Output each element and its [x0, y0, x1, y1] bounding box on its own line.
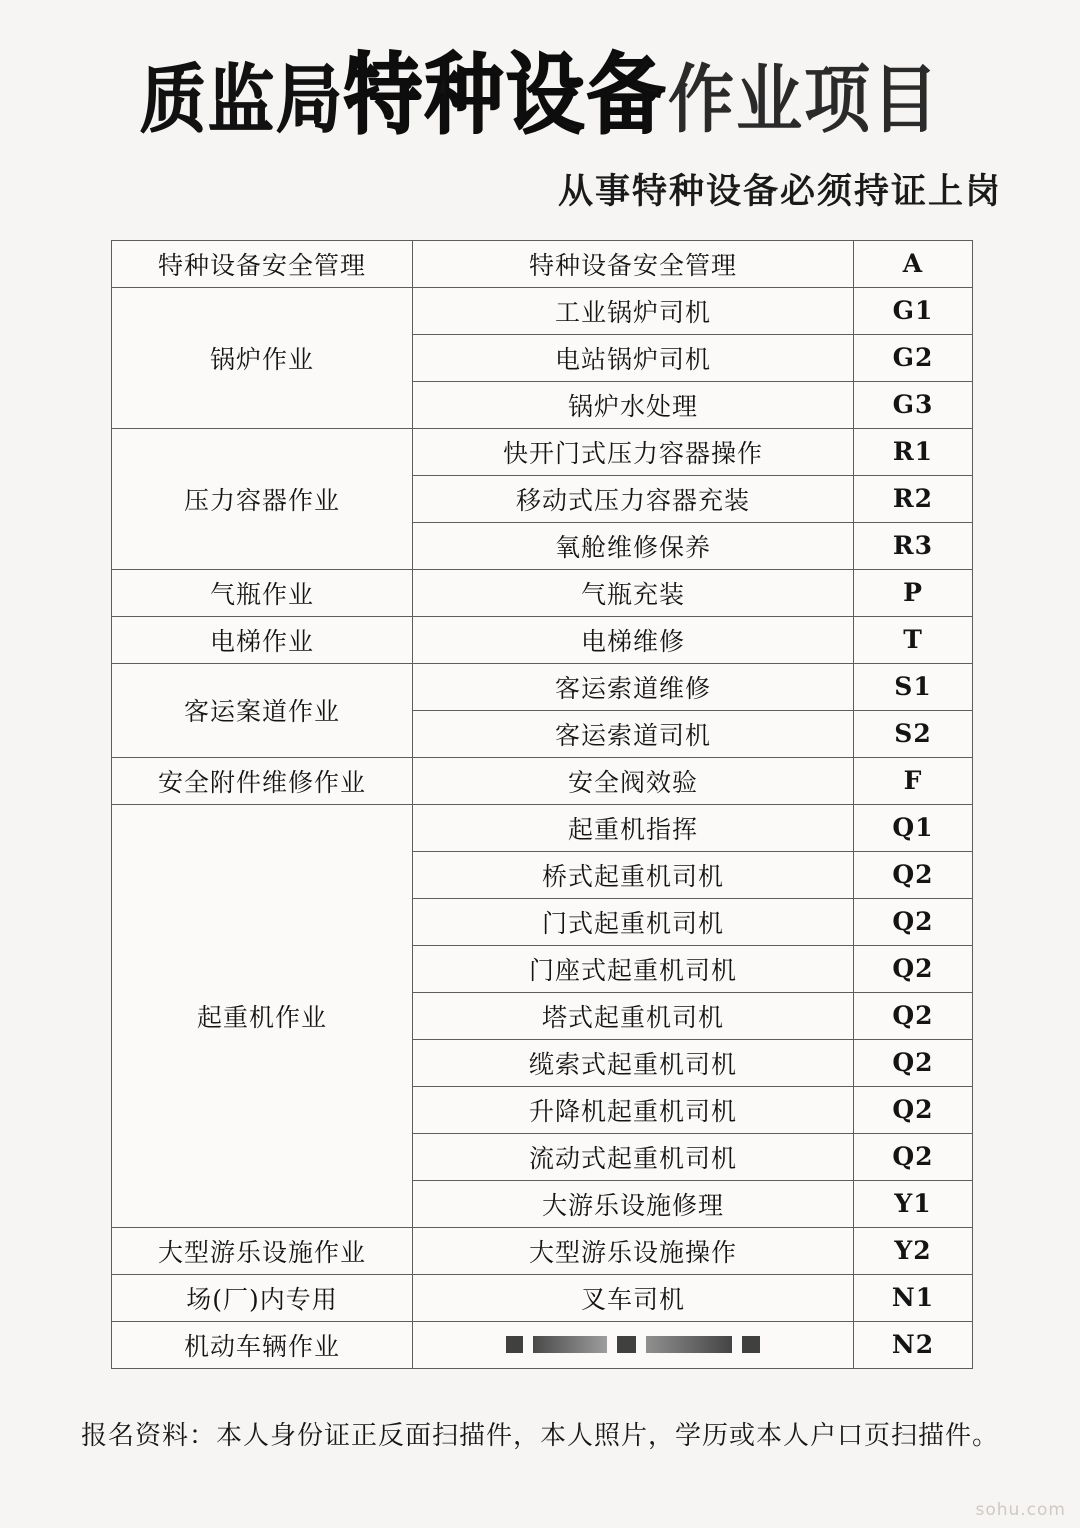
code-cell: Y2 — [854, 1227, 973, 1274]
code-cell: F — [854, 757, 973, 804]
code-cell: S1 — [854, 663, 973, 710]
code-cell: Q2 — [854, 1133, 973, 1180]
category-cell: 场(厂)内专用 — [112, 1274, 413, 1321]
code-cell: T — [854, 616, 973, 663]
page-subtitle: 从事特种设备必须持证上岗 — [557, 171, 1002, 212]
item-cell: 快开门式压力容器操作 — [413, 428, 854, 475]
category-cell: 锅炉作业 — [112, 287, 413, 428]
code-cell: Q2 — [854, 1039, 973, 1086]
category-cell: 压力容器作业 — [112, 428, 413, 569]
category-cell: 特种设备安全管理 — [112, 240, 413, 287]
certificate-table-wrapper — [111, 240, 969, 1369]
table-row — [112, 569, 973, 616]
category-cell: 机动车辆作业 — [112, 1321, 413, 1368]
item-cell: 起重机指挥 — [413, 804, 854, 851]
code-cell: G2 — [854, 334, 973, 381]
item-cell: 工业锅炉司机 — [413, 287, 854, 334]
item-cell: 氧舱维修保养 — [413, 522, 854, 569]
code-cell: A — [854, 240, 973, 287]
item-cell: 客运索道维修 — [413, 663, 854, 710]
item-cell: 叉车司机 — [413, 1274, 854, 1321]
code-cell: R2 — [854, 475, 973, 522]
table-row — [112, 240, 973, 287]
item-cell: 桥式起重机司机 — [413, 851, 854, 898]
category-cell: 起重机作业 — [112, 804, 413, 1227]
item-cell: 锅炉水处理 — [413, 381, 854, 428]
item-cell: 客运索道司机 — [413, 710, 854, 757]
table-row — [112, 804, 973, 851]
watermark: sohu.com — [975, 1500, 1066, 1520]
code-cell: Q2 — [854, 851, 973, 898]
table-row — [112, 757, 973, 804]
table-row — [112, 428, 973, 475]
code-cell: Q1 — [854, 804, 973, 851]
code-cell: Y1 — [854, 1180, 973, 1227]
category-cell: 大型游乐设施作业 — [112, 1227, 413, 1274]
table-row — [112, 616, 973, 663]
table-row — [112, 663, 973, 710]
certificate-table-body — [112, 240, 973, 1368]
code-cell: Q2 — [854, 992, 973, 1039]
code-cell: S2 — [854, 710, 973, 757]
item-cell: 门座式起重机司机 — [413, 945, 854, 992]
code-cell: Q2 — [854, 1086, 973, 1133]
code-cell: P — [854, 569, 973, 616]
item-cell: 安全阀效验 — [413, 757, 854, 804]
category-cell: 电梯作业 — [112, 616, 413, 663]
table-row — [112, 1227, 973, 1274]
item-cell: 大游乐设施修理 — [413, 1180, 854, 1227]
item-cell: 升降机起重机司机 — [413, 1086, 854, 1133]
item-cell — [413, 1321, 854, 1368]
category-cell: 客运案道作业 — [112, 663, 413, 757]
code-cell: N1 — [854, 1274, 973, 1321]
item-cell: 移动式压力容器充装 — [413, 475, 854, 522]
redacted-text — [413, 1322, 853, 1368]
item-cell: 塔式起重机司机 — [413, 992, 854, 1039]
item-cell: 门式起重机司机 — [413, 898, 854, 945]
item-cell: 缆索式起重机司机 — [413, 1039, 854, 1086]
category-cell: 安全附件维修作业 — [112, 757, 413, 804]
title-segment-b: 特种设备 — [343, 45, 668, 147]
table-row — [112, 287, 973, 334]
code-cell: G1 — [854, 287, 973, 334]
code-cell: R1 — [854, 428, 973, 475]
code-cell: R3 — [854, 522, 973, 569]
page-title — [139, 45, 940, 147]
title-block — [0, 0, 1080, 214]
item-cell: 气瓶充装 — [413, 569, 854, 616]
title-segment-c: 作业项目 — [668, 56, 940, 143]
code-cell: Q2 — [854, 945, 973, 992]
code-cell: Q2 — [854, 898, 973, 945]
code-cell: G3 — [854, 381, 973, 428]
category-cell: 气瓶作业 — [112, 569, 413, 616]
table-row — [112, 1274, 973, 1321]
item-cell: 特种设备安全管理 — [413, 240, 854, 287]
item-cell: 电站锅炉司机 — [413, 334, 854, 381]
code-cell: N2 — [854, 1321, 973, 1368]
item-cell: 流动式起重机司机 — [413, 1133, 854, 1180]
title-segment-a: 质监局 — [139, 56, 344, 143]
item-cell: 电梯维修 — [413, 616, 854, 663]
item-cell: 大型游乐设施操作 — [413, 1227, 854, 1274]
registration-materials-note: 报名资料：本人身份证正反面扫描件，本人照片，学历或本人户口页扫描件。 — [80, 1420, 999, 1451]
certificate-table — [111, 240, 973, 1369]
table-row — [112, 1321, 973, 1368]
